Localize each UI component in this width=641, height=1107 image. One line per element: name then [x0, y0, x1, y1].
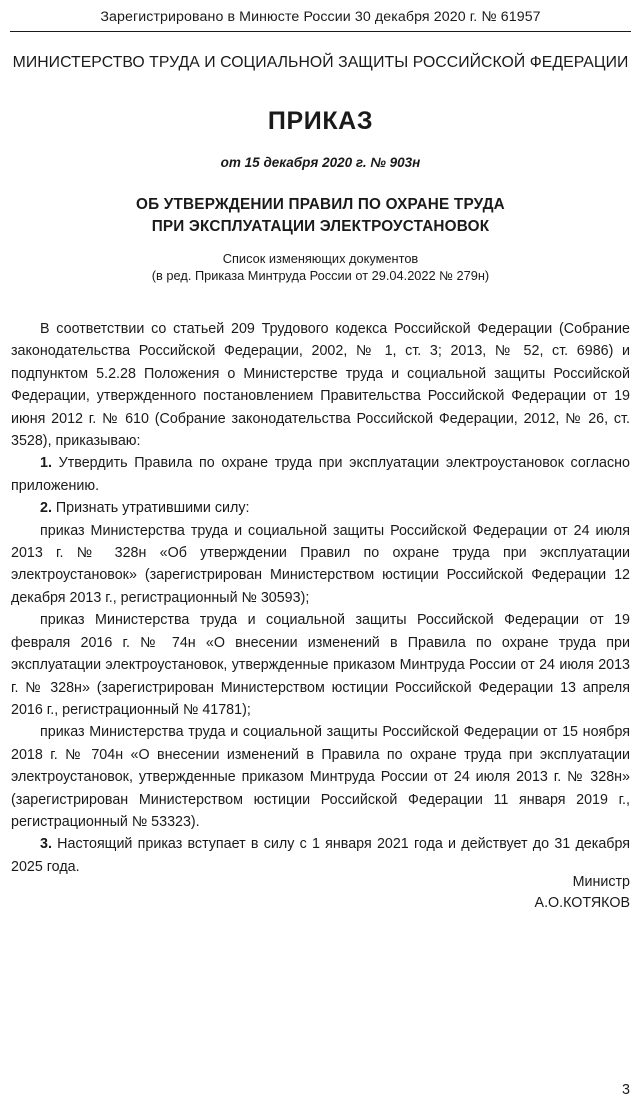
intro-paragraph: В соответствии со статьей 209 Трудового кодекса Российской Федерации (Собрание законодательства Российской Федерации, 2002, № 1, ст. 3; 2013, № 52, ст. 6986) и подпунктом 5.2.28 Положения о Министерстве труда и социальной защиты Российской Федерации, утвержденного постановлением Правительства Российской Федерации от 19 июня 2012 г. № 610 (Собрание законодательства Российской Федерации, 2012, № 26, ст. 3528), приказываю:: [11, 321, 630, 450]
repealed-order-2: приказ Министерства труда и социальной защиты Российской Федерации от 19 февраля 2016 г. № 74н «О внесении изменений в Правила по охране труда при эксплуатации электроустановок, утвержденные приказом Минтруда России от 24 июля 2013 г. № 328н» (зарегистрирован Министерством юстиции Российской Федерации 13 апреля 2016 г., регистрационный № 41781);: [11, 612, 630, 718]
item-1-number: 1.: [40, 455, 52, 472]
item-2-text: Признать утратившими силу:: [51, 500, 250, 517]
repealed-order-1: приказ Министерства труда и социальной защиты Российской Федерации от 24 июля 2013 г. № 328н «Об утверждении Правил по охране труда при эксплуатации электроустановок» (зарегистрирован Министерством юстиции Российской Федерации 12 декабря 2013 г., регистрационный № 30593);: [11, 522, 630, 606]
changes-list: [10, 250, 631, 284]
item-2: [11, 497, 630, 519]
changes-revision: (в ред. Приказа Минтруда России от 29.04.2022 № 279н): [151, 268, 490, 283]
item-2-number: 2.: [40, 500, 52, 517]
item-3-number: 3.: [40, 836, 52, 853]
order-body: [11, 318, 630, 878]
item-3-text: Настоящий приказ вступает в силу с 1 января 2021 года и действует до 31 декабря 2025 года.: [11, 836, 630, 875]
signatory-name: А.О.КОТЯКОВ: [534, 895, 630, 911]
signature-block: [535, 872, 630, 914]
repealed-order-3: приказ Министерства труда и социальной защиты Российской Федерации от 15 ноября 2018 г. № 704н «О внесении изменений в Правила по охране труда при эксплуатации электроустановок, утвержденные приказом Минтруда России от 24 июля 2013 г. № 328н» (зарегистрирован Министерством юстиции Российской Федерации 11 января 2019 г., регистрационный № 53323).: [11, 724, 630, 830]
item-1-text: Утвердить Правила по охране труда при эксплуатации электроустановок согласно приложению.: [11, 455, 630, 494]
header-divider: [10, 31, 631, 32]
item-1: [11, 452, 630, 497]
heading-line-2: ПРИ ЭКСПЛУАТАЦИИ ЭЛЕКТРОУСТАНОВОК: [151, 218, 490, 235]
page-number: 3: [622, 1082, 630, 1098]
heading-line-1: ОБ УТВЕРЖДЕНИИ ПРАВИЛ ПО ОХРАНЕ ТРУДА: [136, 196, 505, 213]
changes-label: Список изменяющих документов: [222, 251, 419, 266]
ministry-name: МИНИСТЕРСТВО ТРУДА И СОЦИАЛЬНОЙ ЗАЩИТЫ РОССИЙСКОЙ ФЕДЕРАЦИИ: [12, 54, 629, 71]
order-date: от 15 декабря 2020 г. № 903н: [220, 155, 421, 170]
registration-note: Зарегистрировано в Минюсте России 30 декабря 2020 г. № 61957: [100, 9, 541, 25]
document-heading: [10, 194, 631, 238]
order-title: ПРИКАЗ: [267, 107, 374, 135]
signatory-position: Министр: [572, 874, 630, 890]
